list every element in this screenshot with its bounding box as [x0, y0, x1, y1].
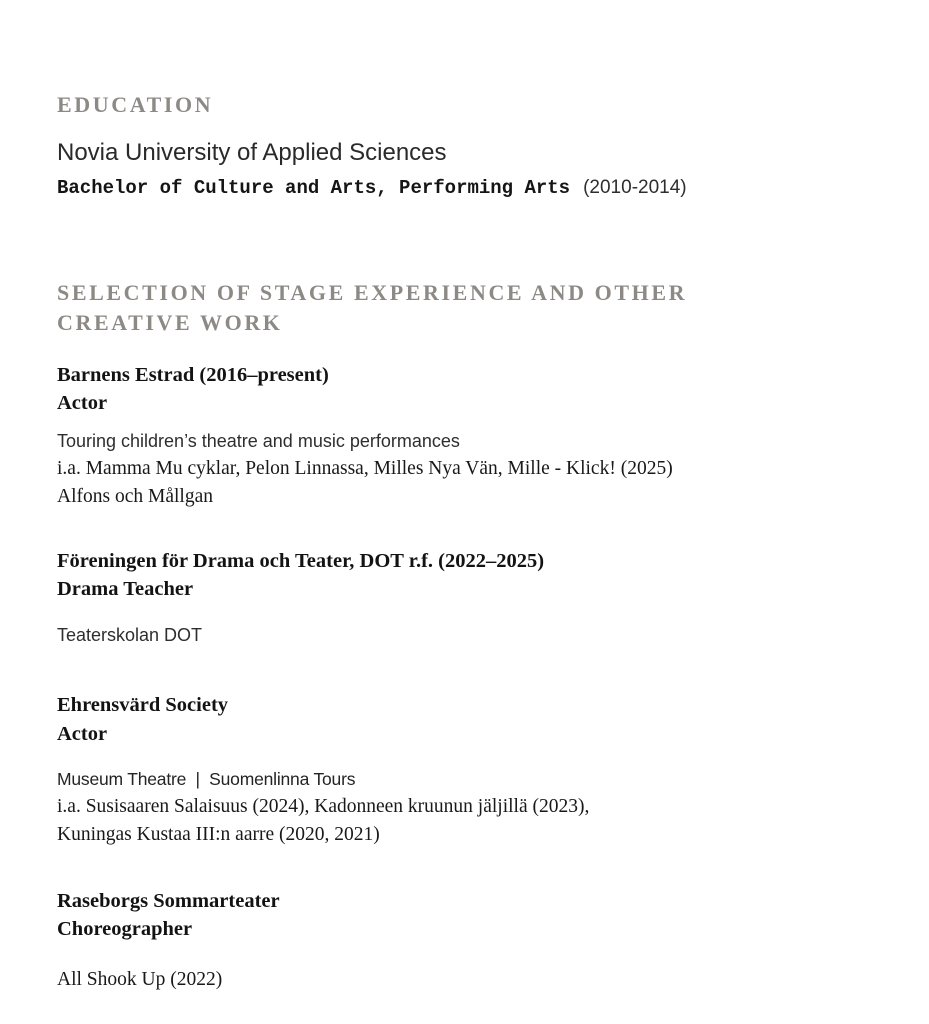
experience-heading-line-2: CREATIVE WORK [57, 309, 283, 335]
degree-years: (2010-2014) [583, 177, 687, 199]
experience-entry [57, 547, 760, 649]
entry-details [57, 622, 760, 649]
education-heading-text: EDUCATION [57, 92, 214, 117]
experience-heading-line-1: SELECTION OF STAGE EXPERIENCE AND OTHER [57, 279, 688, 305]
detail-line: Alfons och Mållgan [57, 485, 213, 507]
organization-name: Ehrensvärd Society [57, 693, 229, 716]
detail-line: Museum Theatre | Suomenlinna Tours [57, 769, 356, 790]
entry-details [57, 428, 760, 510]
school-name: Novia University of Applied Sciences [57, 138, 447, 166]
experience-entry [57, 361, 760, 511]
entry-details [57, 766, 760, 849]
organization-name: Barnens Estrad (2016–present) [57, 363, 329, 386]
role-title: Actor [57, 392, 108, 415]
section-heading-experience [57, 278, 757, 338]
experience-entry [57, 691, 760, 849]
section-heading-education [57, 90, 760, 120]
detail-line: i.a. Mamma Mu cyklar, Pelon Linnassa, Milles Nya Vän, Mille - Klick! (2025) [57, 458, 673, 480]
entry-details [57, 966, 760, 994]
degree-title: Bachelor of Culture and Arts, Performing Arts [57, 177, 571, 200]
detail-line: All Shook Up (2022) [57, 969, 223, 991]
experience-entry [57, 887, 760, 994]
role-title: Actor [57, 722, 108, 745]
detail-line: i.a. Susisaaren Salaisuus (2024), Kadonneen kruunun jäljillä (2023), [57, 796, 590, 818]
organization-name: Föreningen för Drama och Teater, DOT r.f. (2022–2025) [57, 549, 545, 572]
degree-line [57, 176, 760, 201]
detail-line: Kuningas Kustaa III:n aarre (2020, 2021) [57, 824, 380, 846]
role-title: Choreographer [57, 918, 193, 941]
role-title: Drama Teacher [57, 578, 194, 601]
detail-line: Teaterskolan DOT [57, 624, 203, 645]
detail-line: Touring children’s theatre and music performances [57, 431, 460, 452]
organization-name: Raseborgs Sommarteater [57, 889, 280, 912]
